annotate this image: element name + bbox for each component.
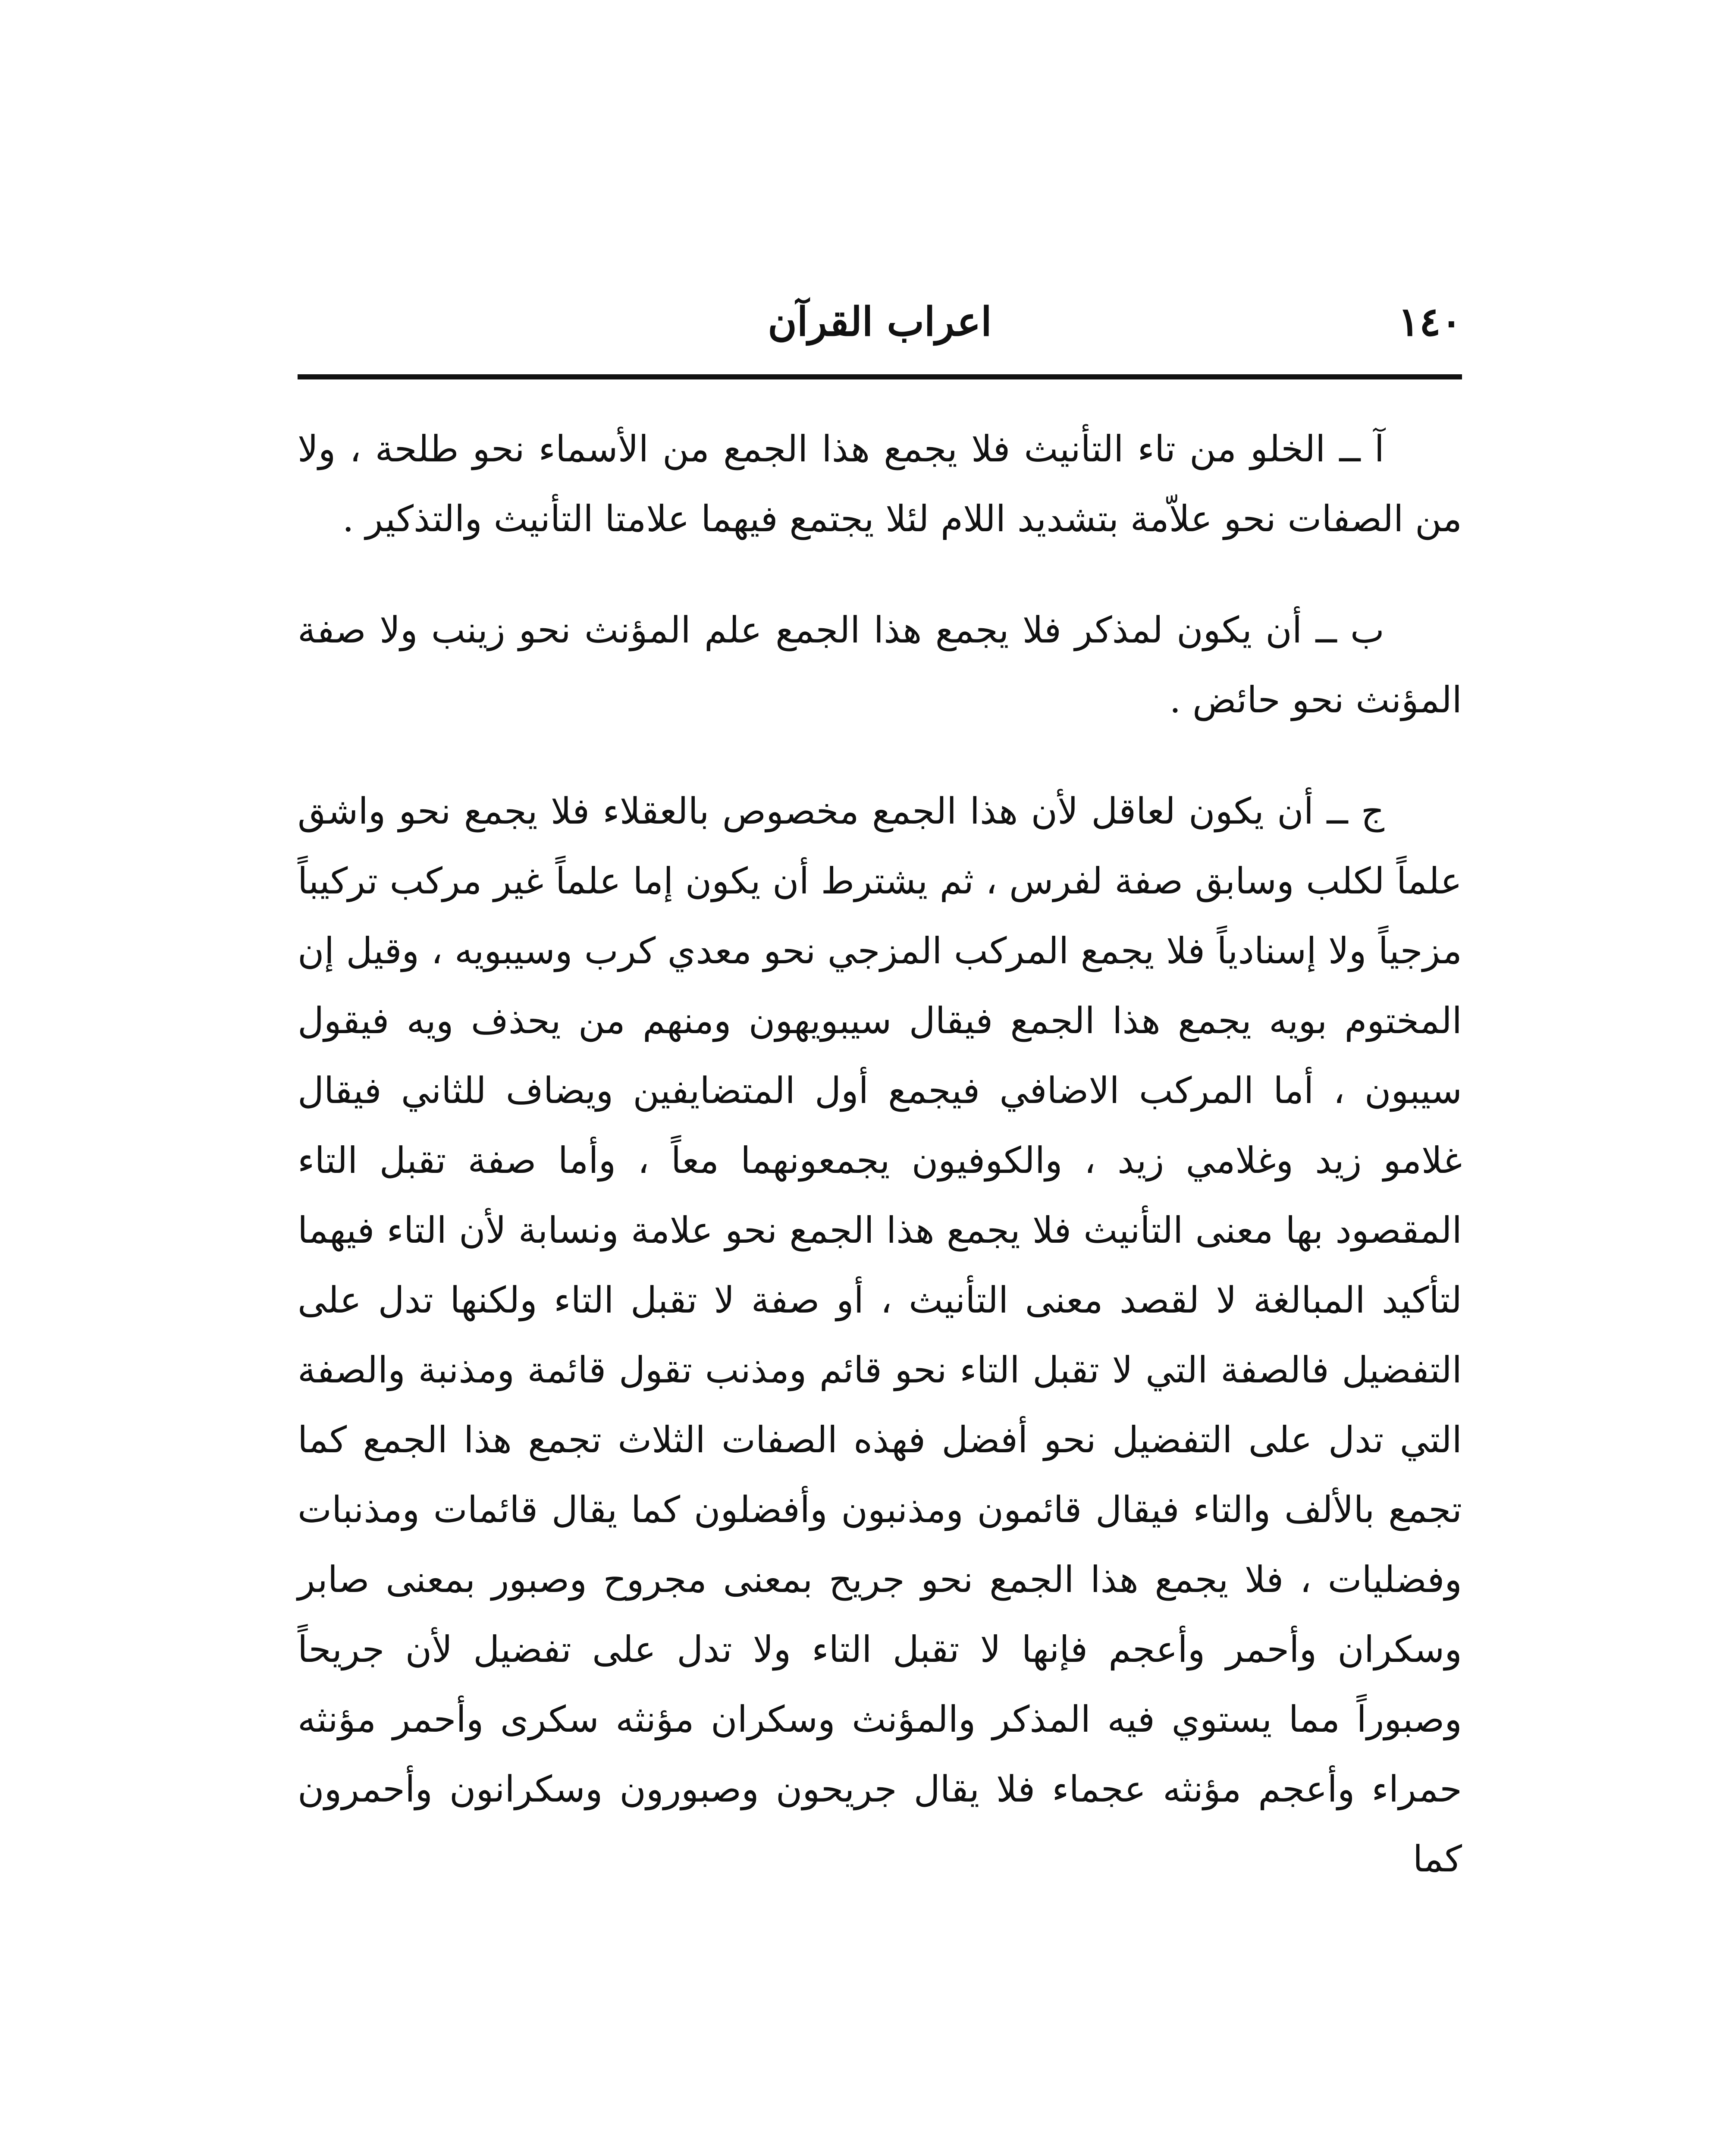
paragraph-ba: ب ــ أن يكون لمذكر فلا يجمع هذا الجمع علم المؤنث نحو زينب ولا صفة المؤنث نحو حائض . [298, 609, 1462, 721]
paragraph-alif: آ ــ الخلو من تاء التأنيث فلا يجمع هذا الجمع من الأسماء نحو طلحة ، ولا من الصفات نحو علاّمة بتشديد اللام لئلا يجتمع فيهما علامتا التأنيث والتذكير . [298, 428, 1462, 540]
page-header [298, 276, 1462, 362]
header-divider [298, 374, 1462, 379]
running-title: اعراب القرآن [768, 298, 992, 345]
page-number: ١٤٠ [1398, 298, 1462, 345]
paragraph-jim: ج ــ أن يكون لعاقل لأن هذا الجمع مخصوص بالعقلاء فلا يجمع نحو واشق علماً لكلب وسابق صفة لفرس ، ثم يشترط أن يكون إما علماً غير مركب تركيباً مزجياً ولا إسنادياً فلا يجمع المركب المزجي نحو معدي كرب وسيبويه ، وقيل إن المختوم بويه يجمع هذا الجمع فيقال سيبويهون ومنهم من يحذف ويه فيقول سيبون ، أما المركب الاضافي فيجمع أول المتضايفين ويضاف للثاني فيقال غلامو زيد وغلامي زيد ، والكوفيون يجمعونهما معاً ، وأما صفة تقبل التاء المقصود بها معنى التأنيث فلا يجمع هذا الجمع نحو علامة ونسابة لأن التاء فيهما لتأكيد المبالغة لا لقصد معنى التأنيث ، أو صفة لا تقبل التاء ولكنها تدل على التفضيل فالصفة التي لا تقبل التاء نحو قائم ومذنب تقول قائمة ومذنبة والصفة التي تدل على التفضيل نحو أفضل فهذه الصفات الثلاث تجمع هذا الجمع كما تجمع بالألف والتاء فيقال قائمون ومذنبون وأفضلون كما يقال قائمات ومذنبات وفضليات ، فلا يجمع هذا الجمع نحو جريح بمعنى مجروح وصبور بمعنى صابر وسكران وأحمر وأعجم فإنها لا تقبل التاء ولا تدل على تفضيل لأن جريحاً وصبوراً مما يستوي فيه المذكر والمؤنث وسكران مؤنثه سكرى وأحمر مؤنثه حمراء وأعجم مؤنثه عجماء فلا يقال جريحون وصبورون وسكرانون وأحمرون كما [298, 790, 1462, 1880]
page-body [298, 414, 1462, 1894]
